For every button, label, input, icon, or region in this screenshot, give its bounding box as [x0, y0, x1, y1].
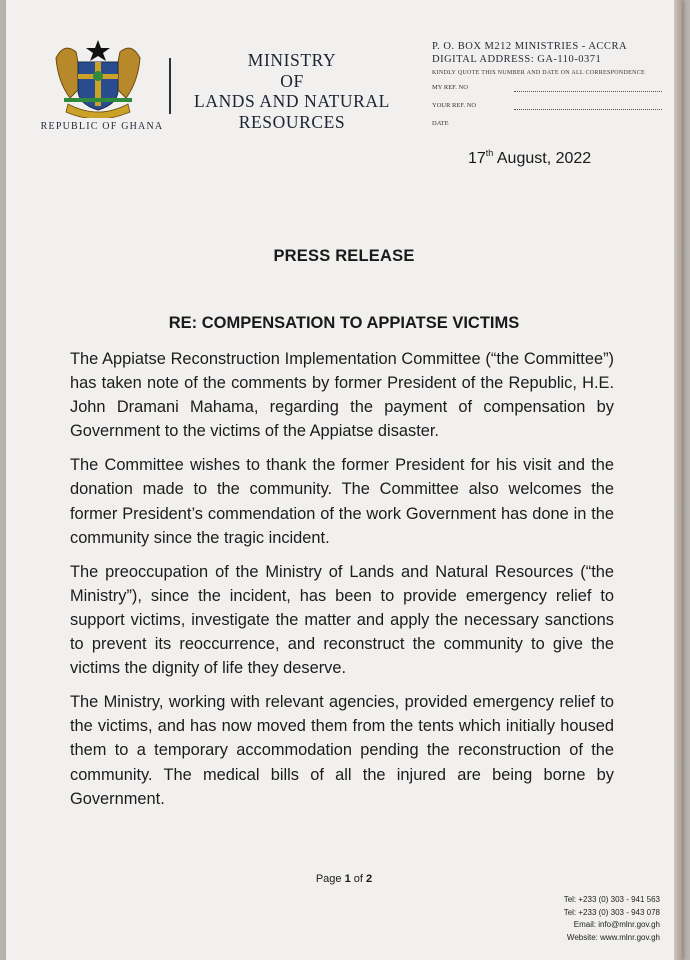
- republic-label: REPUBLIC OF GHANA: [40, 121, 164, 132]
- date-rest: August, 2022: [493, 150, 592, 167]
- my-ref-row: [432, 84, 668, 94]
- your-ref-label: YOUR REF. NO: [432, 102, 477, 109]
- letter-date: [468, 148, 591, 168]
- my-ref-label: MY REF. NO: [432, 84, 468, 91]
- your-ref-line: [514, 109, 662, 110]
- letter-body: [70, 347, 614, 821]
- page-label: Page: [315, 873, 342, 885]
- your-ref-row: [432, 102, 668, 112]
- address-block: [432, 40, 668, 130]
- page-of: of: [353, 873, 363, 885]
- page-current: 1: [344, 873, 351, 885]
- website: Website: www.mlnr.gov.gh: [566, 932, 660, 942]
- header-divider: [169, 58, 171, 114]
- my-ref-line: [514, 91, 662, 92]
- contact-block: [564, 894, 660, 944]
- ministry-line: LANDS AND NATURAL: [194, 91, 390, 111]
- date-day: 17: [468, 150, 486, 167]
- paragraph: The Committee wishes to thank the former President for his visit and the donation made to the community. The Committee also welcomes the former President’s commendation of the work Government has done in the community since the tragic incident.: [70, 456, 614, 547]
- paragraph: The Ministry, working with relevant agencies, provided emergency relief to the victims, and has now moved them from the tents which initially housed them to a temporary accommodation pending the reconstruction of the community. The medical bills of all the injured are being borne by Government.: [70, 693, 614, 808]
- ministry-line: RESOURCES: [238, 111, 346, 132]
- page-edge: [674, 0, 682, 960]
- phone-1: Tel: +233 (0) 303 - 941 563: [563, 895, 660, 904]
- email: Email: info@mlnr.gov.gh: [573, 920, 660, 929]
- paragraph: The preoccupation of the Ministry of Lands and Natural Resources (“the Ministry”), since the incident, has been to provide emergency relief to support victims, investigate the matter and apply the necessary sanctions to prevent its reoccurrence, and reconstruct the community to give the victims the dignity of life they deserve.: [70, 562, 614, 678]
- date-label: DATE: [432, 120, 449, 127]
- paragraph: The Appiatse Reconstruction Implementation Committee (“the Committee”) has taken note of the comments by former President of the Republic, H.E. John Dramani Mahama, regarding the payment of compensation by Government to the victims of the Appiatse disaster.: [70, 350, 614, 441]
- letter-page: [6, 0, 682, 960]
- po-box: P. O. BOX M212 MINISTRIES - ACCRA: [432, 41, 628, 52]
- ministry-line: MINISTRY: [247, 50, 337, 70]
- document-heading: PRESS RELEASE: [273, 247, 415, 265]
- ministry-line: OF: [280, 70, 304, 91]
- page-number: [6, 873, 682, 885]
- date-suffix: th: [485, 148, 494, 158]
- date-row: [432, 120, 668, 130]
- page-total: 2: [366, 873, 373, 885]
- ghana-coat-of-arms: [50, 38, 146, 118]
- subject-line: RE: COMPENSATION TO APPIATSE VICTIMS: [168, 314, 520, 332]
- phone-2: Tel: +233 (0) 303 - 943 078: [563, 907, 660, 917]
- quote-note: KINDLY QUOTE THIS NUMBER AND DATE ON ALL CORRESPONDENCE: [432, 70, 646, 76]
- digital-address: DIGITAL ADDRESS: GA-110-0371: [432, 54, 602, 65]
- ministry-name: [186, 50, 398, 132]
